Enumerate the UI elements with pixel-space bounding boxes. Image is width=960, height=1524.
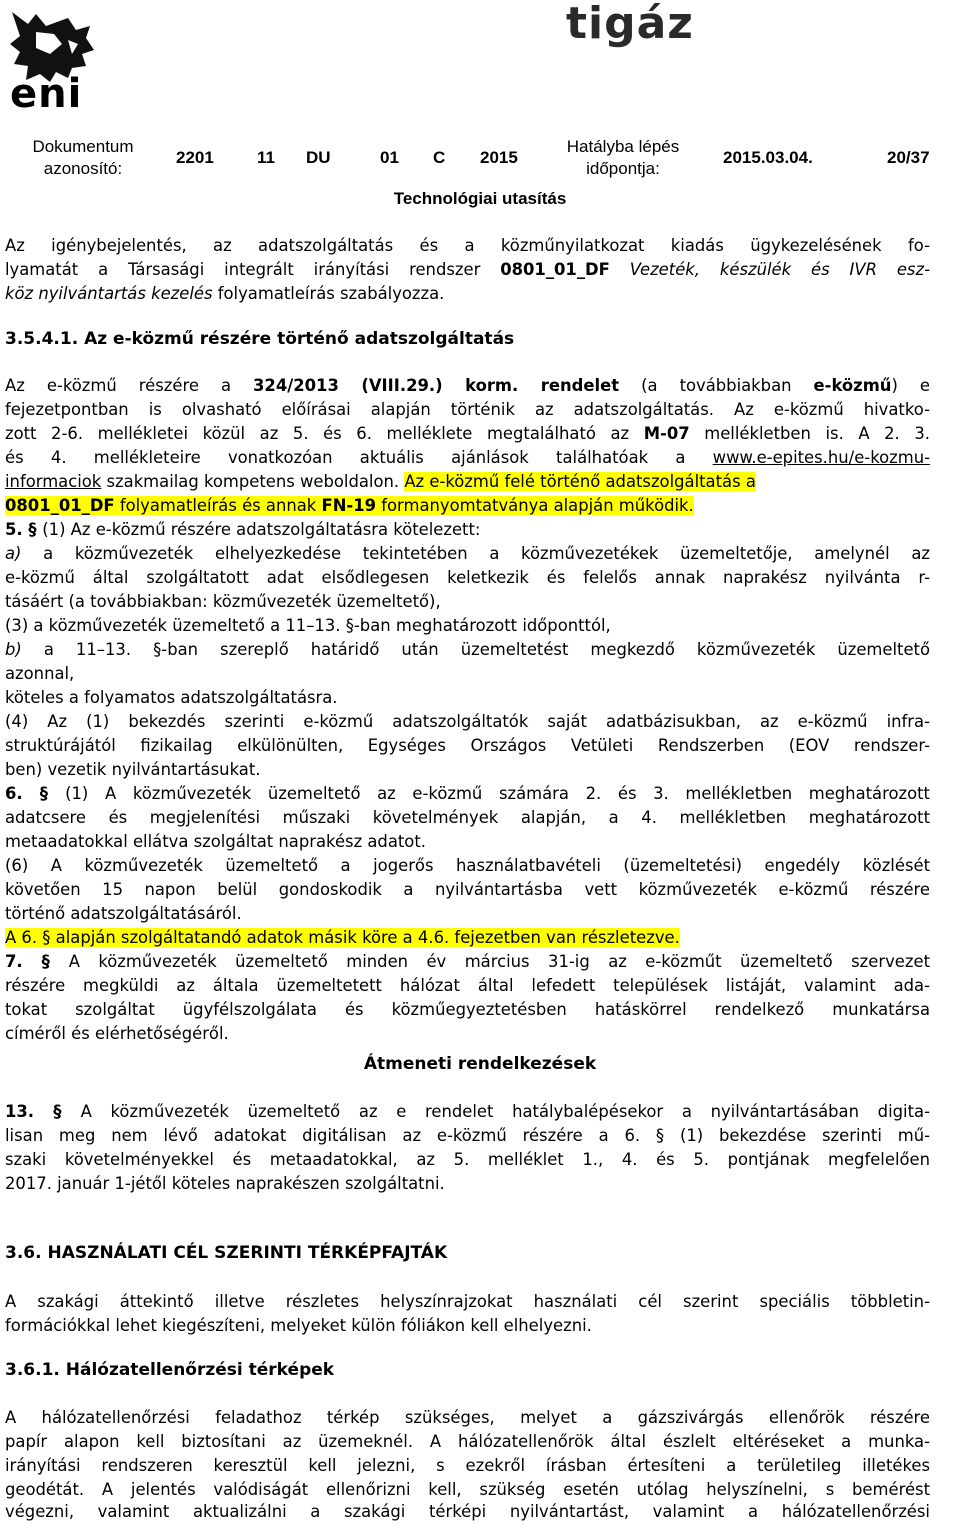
sec13-line1 [5, 1100, 930, 1124]
para2-line5 [5, 470, 756, 494]
eni-logo [6, 4, 98, 116]
doc-id-part-1: 2201 [176, 148, 214, 167]
section-number: 5. § [5, 520, 43, 539]
sec6-line5: követően 15 napon belül gondoskodik a nyilvántartásba vett közművezeték e-közmű részére [5, 880, 930, 899]
sec7-line2: részére megküldi az általa üzemeltetett hálózat által lefedett települések listáját, valamint ada- [5, 976, 930, 995]
sec5-line9: (4) Az (1) bekezdés szerinti e-közmű adatszolgáltatók saját adatbázisukban, az e-közmű infra- [5, 712, 930, 731]
text-span: lyamatát a Társasági integrált irányítási rendszer [5, 260, 501, 279]
doc-id-part-5: C [433, 148, 446, 167]
para2-line2: fejezetpontban is olvasható előírásai alapján történik az adatszolgáltatás. Az e-közmű hivatko- [5, 400, 930, 419]
sec6-line1 [5, 782, 930, 806]
doc-id-part-6: 2015 [480, 148, 518, 167]
section-number: 7. § [5, 952, 69, 971]
heading-atmeneti: Átmeneti rendelkezések [363, 1054, 597, 1074]
sec6-line2: adatcsere és megjelenítési műszaki követelmények alapján, a 4. mellékletben meghatározott [5, 808, 930, 827]
eni-wordmark: eni [10, 71, 83, 117]
section-number: 13. § [5, 1102, 81, 1121]
tigaz-logo: tigáz [566, 0, 694, 49]
text-span: e-közmű [813, 376, 892, 395]
highlighted-text: A 6. § alapján szolgáltatandó adatok másik köre a 4.6. fejezetben van részletezve. [5, 928, 680, 947]
text-span: A közművezeték üzemeltető minden év március 31-ig az e-közműt üzemeltető szervezet [68, 952, 930, 971]
doc-id-label [18, 136, 148, 180]
para361-line2: papír alapon kell biztosítani az üzemeknél. A hálózatellenőrök által észlelt eltéréseket a munka- [5, 1432, 930, 1451]
sec5-line8: köteles a folyamatos adatszolgáltatásra. [5, 688, 338, 707]
text-span: mellékletben is. A 2. 3. [689, 424, 930, 443]
sec5-line1 [5, 518, 480, 542]
para2-line6 [5, 494, 694, 518]
sec13-line2: lisan meg nem lévő adatokat digitálisan az e-közmű részére a 6. § (1) bekezdése szerinti mű- [5, 1126, 930, 1145]
text-span: a) [5, 544, 22, 563]
heading-36: 3.6. HASZNÁLATI CÉL SZERINTI TÉRKÉPFAJTÁK [5, 1243, 448, 1263]
website-link[interactable]: www.e-epites.hu/e-kozmu- [712, 448, 930, 467]
sec5-line7: azonnal, [5, 664, 75, 683]
doc-id-part-4: 01 [380, 148, 399, 167]
section-number: 6. § [5, 784, 66, 803]
doc-id-part-3: DU [306, 148, 331, 167]
sec5-line11: ben) vezetik nyilvántartásukat. [5, 760, 261, 779]
text-span: Az e-közmű részére a [5, 376, 254, 395]
para2-line4 [5, 446, 930, 470]
annex-ref: M-07 [643, 424, 690, 443]
sec5-line10: struktúrájától fizikailag elkülönülten, Egységes Országos Vetületi Rendszerben (EOV rendszer- [5, 736, 930, 755]
para36-line1: A szakági áttekintő illetve részletes helyszínrajzokat használati cél szerint speciális többletin- [5, 1292, 930, 1311]
text-span: folyamatleírás és annak [114, 496, 322, 515]
sec7-line4: címéről és elérhetőségéről. [5, 1024, 229, 1043]
para2-line3 [5, 422, 930, 446]
form-ref: FN-19 [321, 496, 377, 515]
effective-label-line1: Hatályba lépés [566, 137, 680, 156]
effective-date: 2015.03.04. [723, 148, 813, 167]
para1-line3 [5, 282, 444, 306]
text-span: és 4. mellékleteire vonatkozóan aktuális ajánlások találhatóak a [5, 448, 713, 467]
sec6-line6: történő adatszolgáltatásáról. [5, 904, 242, 923]
decree-ref: 324/2013 (VIII.29.) korm. rendelet [253, 376, 620, 395]
highlighted-text: Az e-közmű felé történő adatszolgáltatás a [404, 472, 756, 491]
text-span: b) [5, 640, 22, 659]
para361-line1: A hálózatellenőrzési feladathoz térkép szükséges, melyet a gázszivárgás ellenőrök részére [5, 1408, 930, 1427]
text-span: a közművezeték elhelyezkedése tekintetében a közművezetékek üzemeltetője, amelynél az [21, 544, 930, 563]
text-span: (1) Az e-közmű részére adatszolgáltatásra kötelezett: [42, 520, 481, 539]
sec13-line3: szaki követelményekkel és metaadatokkal, az 5. melléklet 1., 4. és 5. pontjának megfelelően [5, 1150, 930, 1169]
para361-line3: irányítási rendszeren keresztül kell jelezni, s ezekről írásban értesíteni a területileg illetékes [5, 1456, 930, 1475]
para1-line2 [5, 258, 930, 282]
sec13-line4: 2017. január 1-jétől köteles naprakészen szolgáltatni. [5, 1174, 445, 1193]
para361-line5: végezni, valamint aktualizálni a szakági térképi nyilvántartást, valamint a hálózatellenőrzési [5, 1502, 930, 1521]
text-span: folyamatleírás szabályozza. [212, 284, 445, 303]
sec6-line4: (6) A közművezeték üzemeltető a jogerős használatbavételi (üzemeltetési) engedély közlését [5, 856, 930, 875]
text-span: Vezeték, készülék és IVR esz- [609, 260, 930, 279]
text-span: A közművezeték üzemeltető az e rendelet hatálybalépésekor a nyilvántartásában digita- [80, 1102, 930, 1121]
text-span: (a továbbiakban [619, 376, 814, 395]
text-span: a 11–13. §-ban szereplő határidő után üzemeltetést megkezdő közművezeték üzemeltető [21, 640, 930, 659]
doc-title: Technológiai utasítás [393, 189, 567, 208]
doc-id-part-2: 11 [257, 148, 275, 167]
sec5-line2 [5, 542, 930, 566]
doc-id-label-line2: azonosító: [43, 159, 123, 178]
ref-code: 0801_01_DF [5, 496, 115, 515]
sec6-line7 [5, 926, 680, 950]
heading-3541: 3.5.4.1. Az e-közmű részére történő adatszolgáltatás [5, 329, 515, 349]
sec5-line6 [5, 638, 930, 662]
text-span: köz nyilvántartás kezelés [5, 284, 213, 303]
para361-line4: geodétát. A jelentés valódiságát ellenőrizni kell, szükség esetén utólag helyszínelni, s bemérést [5, 1480, 930, 1499]
effective-label [548, 136, 698, 180]
sec7-line3: tokat szolgáltat ügyfélszolgálata és közműegyeztetésben hatáskörrel rendelkező munkatársa [5, 1000, 930, 1019]
heading-361: 3.6.1. Hálózatellenőrzési térképek [5, 1360, 335, 1380]
text-span: (1) A közművezeték üzemeltető az e-közmű számára 2. és 3. mellékletben meghatározott [65, 784, 930, 803]
para36-line2: formációkkal lehet kiegészíteni, melyeket külön fóliákon kell elhelyezni. [5, 1316, 592, 1335]
sec5-line4: tásáért (a továbbiakban: közművezeték üzemeltető), [5, 592, 441, 611]
website-link-cont[interactable]: informaciok [5, 472, 102, 491]
doc-id-label-line1: Dokumentum [32, 137, 134, 156]
page-number: 20/37 [887, 148, 930, 167]
text-span: szakmailag kompetens weboldalon. [101, 472, 405, 491]
text-span: zott 2-6. mellékletei közül az 5. és 6. melléklete megtalálható az [5, 424, 644, 443]
para1-line1: Az igénybejelentés, az adatszolgáltatás és a közműnyilatkozat kiadás ügykezelésének fo- [5, 236, 930, 255]
text-span: ) e [891, 376, 930, 395]
sec7-line1 [5, 950, 930, 974]
sec6-line3: metaadatokkal ellátva szolgáltat naprakész adatot. [5, 832, 426, 851]
text-span: formanyomtatványa alapján működik. [376, 496, 694, 515]
ref-code: 0801_01_DF [500, 260, 610, 279]
sec5-line5: (3) a közművezeték üzemeltető a 11–13. §-ban meghatározott időponttól, [5, 616, 611, 635]
sec5-line3: e-közmű által szolgáltatott adat elsődlegesen keletkezik és felelős annak naprakész nyilvánta r- [5, 568, 930, 587]
para2-line1 [5, 374, 930, 398]
effective-label-line2: időpontja: [586, 159, 660, 178]
